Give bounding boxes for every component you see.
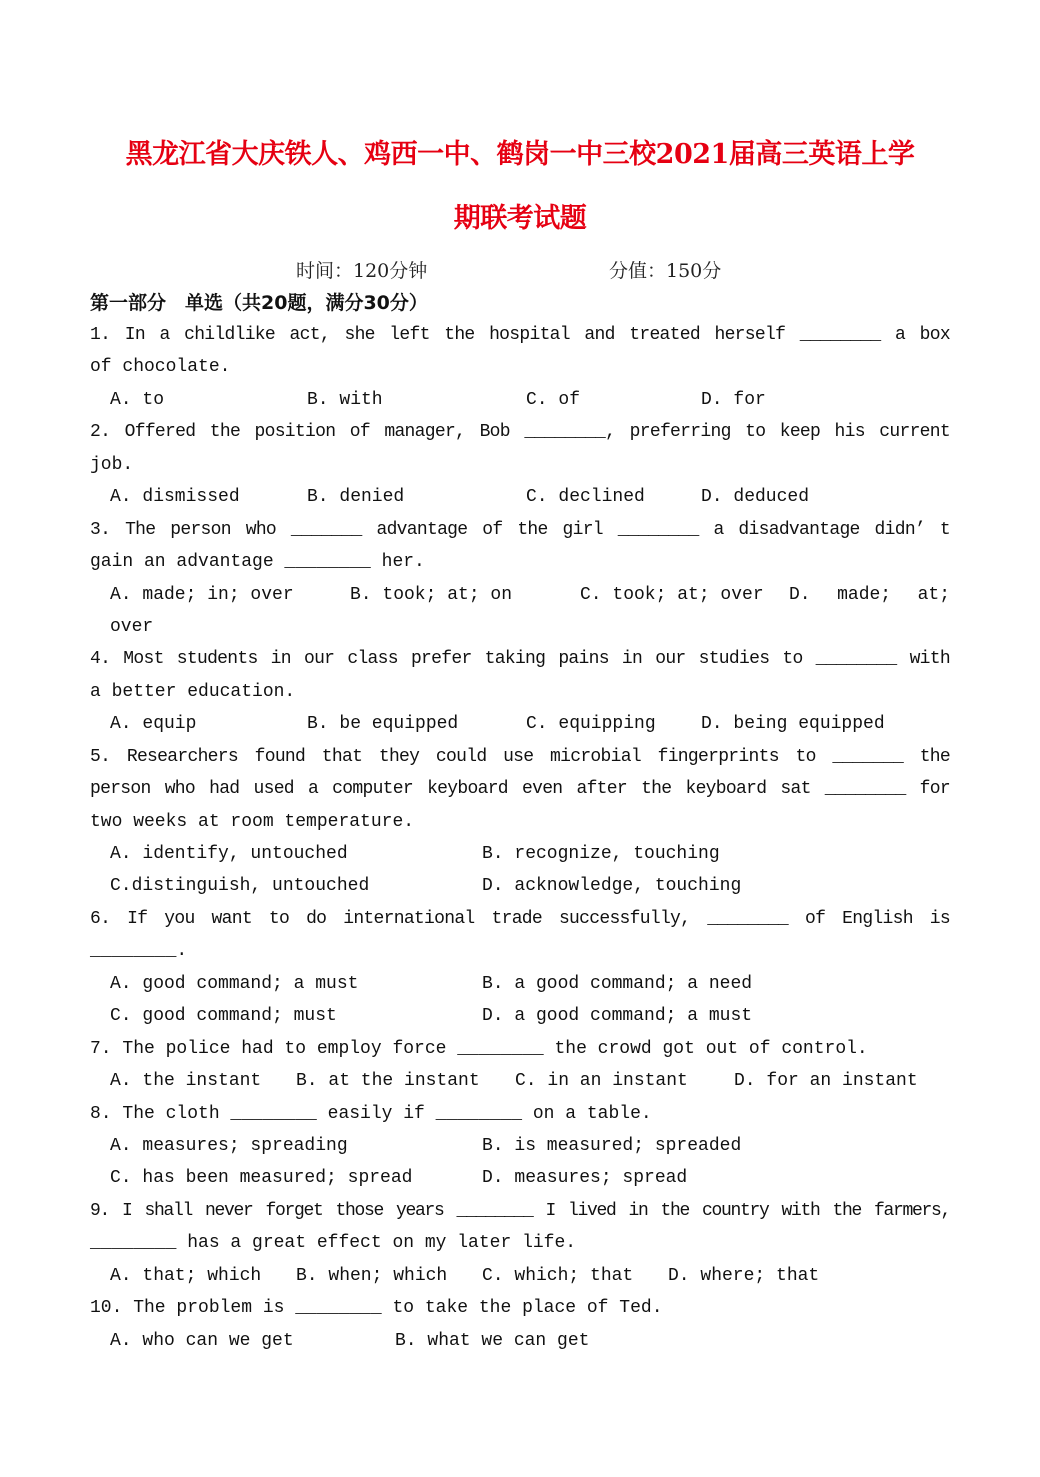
option-c: C. of	[526, 389, 581, 410]
question-5-options-row-2	[90, 870, 950, 902]
option-a: A. made; in; over	[110, 584, 294, 605]
question-10-line-1: 10. The problem is ________ to take the place of Ted.	[90, 1298, 663, 1319]
question-2-options	[90, 481, 950, 513]
option-a: A. good command; a must	[110, 973, 359, 994]
option-c: C. declined	[526, 487, 645, 508]
option-d: D. where; that	[668, 1265, 820, 1286]
option-d: D. a good command; a must	[482, 1006, 753, 1027]
option-a: A. identify, untouched	[110, 844, 348, 864]
option-a: A. the instant	[110, 1071, 262, 1092]
option-c: C. equipping	[526, 714, 656, 735]
option-b: B. is measured; spreaded	[482, 1135, 742, 1156]
option-b: B. at the instant	[296, 1071, 480, 1092]
option-a: A. measures; spreading	[110, 1135, 348, 1156]
option-d: D. for	[701, 389, 766, 410]
option-a: A. dismissed	[110, 487, 240, 508]
question-6-options-row-1	[90, 968, 950, 1000]
question-4-options	[90, 708, 950, 740]
option-b: B. a good command; a need	[482, 973, 753, 994]
option-d: D. being equipped	[701, 714, 885, 735]
question-6-line-1: 6. If you want to do international trade successfully, ________ of English is	[90, 908, 950, 929]
question-3-line-1: 3. The person who _______ advantage of the girl ________ a disadvantage didn’ t	[90, 519, 950, 540]
option-b: B. when; which	[296, 1265, 448, 1286]
question-2-line-2: job.	[90, 454, 134, 475]
question-1-line-2: of chocolate.	[90, 357, 231, 378]
document-title-line-2: 期联考试题	[453, 203, 587, 234]
option-a: A. to	[110, 389, 165, 410]
question-9-options	[90, 1260, 950, 1292]
question-5-options-row-1	[90, 838, 950, 870]
question-4-line-1: 4. Most students in our class prefer taking pains in our studies to ________ with	[90, 649, 950, 670]
question-9-line-1: 9. I shall never forget those years ________ I lived in the country with the farmers,	[90, 1200, 950, 1221]
option-d: D. for an instant	[734, 1071, 918, 1092]
question-5-line-1: 5. Researchers found that they could use microbial fingerprints to _______ the	[90, 746, 950, 767]
option-d-continued: over	[110, 616, 154, 637]
option-c: C.distinguish, untouched	[110, 876, 370, 897]
option-b: B. recognize, touching	[482, 844, 720, 864]
option-b: B. took; at; on	[350, 584, 513, 605]
option-d: D. measures; spread	[482, 1168, 688, 1189]
question-5-line-3: two weeks at room temperature.	[90, 811, 415, 832]
question-8-line-1: 8. The cloth ________ easily if ________ on a table.	[90, 1103, 652, 1124]
question-7-options	[90, 1065, 950, 1097]
document-title-line-1: 黑龙江省大庆铁人、鸡西一中、鹤岗一中三校2021届高三英语上学	[125, 139, 915, 170]
question-3-options-cont	[90, 611, 950, 643]
option-a: A. that; which	[110, 1265, 262, 1286]
question-1-line-1: 1. In a childlike act, she left the hospital and treated herself ________ a box	[90, 325, 950, 345]
question-6-options-row-2	[90, 1000, 950, 1032]
option-d: D. deduced	[701, 487, 810, 508]
option-a: A. who can we get	[110, 1330, 294, 1351]
option-d: D. acknowledge, touching	[482, 876, 742, 897]
question-4-line-2: a better education.	[90, 681, 296, 702]
option-c: C. which; that	[482, 1265, 634, 1286]
question-list	[90, 319, 950, 1357]
question-3-line-2: gain an advantage ________ her.	[90, 552, 425, 573]
question-2-line-1: 2. Offered the position of manager, Bob ________, preferring to keep his current	[90, 422, 950, 443]
option-c: C. in an instant	[515, 1071, 688, 1092]
question-7-line-1: 7. The police had to employ force ________ the crowd got out of control.	[90, 1038, 868, 1059]
question-3-options	[90, 579, 950, 611]
option-b: B. denied	[307, 487, 405, 508]
option-b: B. be equipped	[307, 714, 459, 735]
question-10-options	[90, 1325, 950, 1357]
question-9-line-2: ________ has a great effect on my later life.	[90, 1233, 577, 1254]
exam-time: 时间：120分钟	[296, 260, 428, 282]
exam-score: 分值：150分	[609, 260, 722, 282]
option-a: A. equip	[110, 714, 197, 735]
question-6-line-2: ________.	[90, 941, 188, 962]
option-b: B. with	[307, 389, 383, 410]
option-c: C. took; at; over	[580, 584, 764, 605]
question-5-line-2: person who had used a computer keyboard even after the keyboard sat ________ for	[90, 779, 950, 800]
option-c: C. has been measured; spread	[110, 1168, 413, 1189]
question-8-options-row-2	[90, 1162, 950, 1194]
section-heading: 第一部分 单选（共20题，满分30分）	[90, 292, 428, 314]
option-c: C. good command; must	[110, 1006, 337, 1027]
question-1-options	[90, 384, 950, 416]
question-8-options-row-1	[90, 1130, 950, 1162]
option-d: D. made; at;	[789, 584, 950, 605]
option-b: B. what we can get	[395, 1330, 590, 1351]
